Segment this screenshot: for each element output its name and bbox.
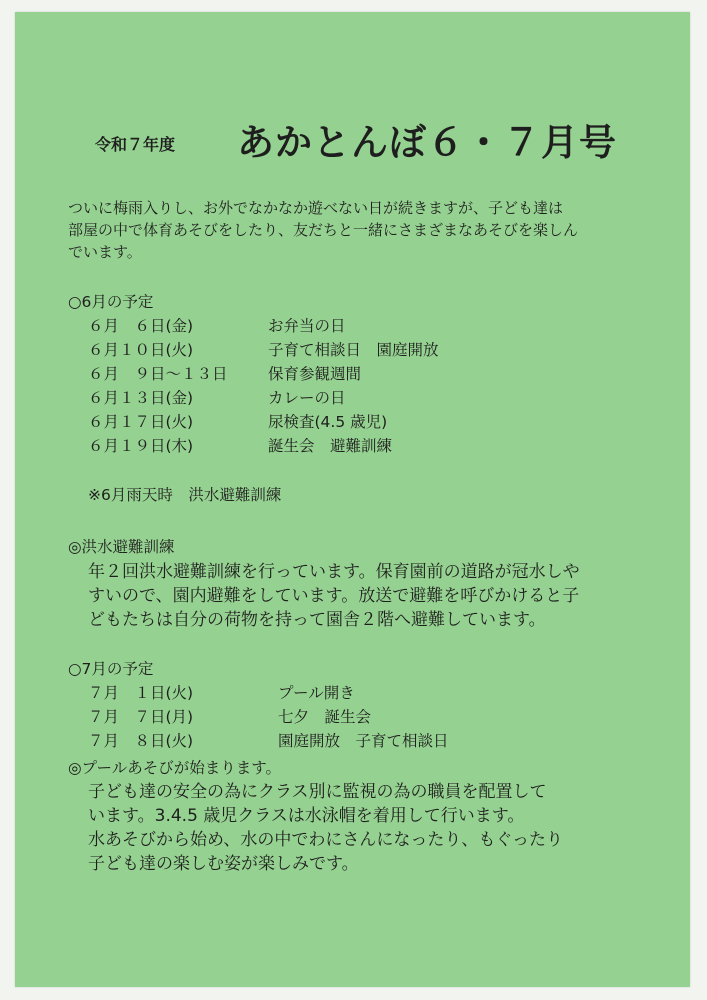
pool-line: います。3.4.5 歳児クラスは水泳帽を着用して行います。 [88, 806, 525, 826]
july-date: ７月 ８日(火) [88, 732, 194, 750]
july-event: 七夕 誕生会 [278, 708, 372, 726]
june-date: ６月１７日(火) [88, 413, 194, 431]
june-date: ６月１９日(木) [88, 437, 194, 455]
flood-drill-heading: ◎洪水避難訓練 [68, 538, 175, 556]
july-date: ７月 １日(火) [88, 684, 194, 702]
july-schedule-heading: ○7月の予定 [68, 660, 154, 678]
newsletter-title: あかとんぼ６・７月号 [237, 121, 617, 164]
pool-line: 子ども達の安全の為にクラス別に監視の為の職員を配置して [88, 782, 547, 802]
intro-paragraph [68, 197, 648, 263]
pool-line: 子ども達の楽しむ姿が楽しみです。 [88, 854, 359, 874]
june-rain-note: ※6月雨天時 洪水避難訓練 [88, 486, 282, 504]
fiscal-year-label: 令和７年度 [95, 135, 176, 154]
july-date: ７月 ７日(月) [88, 708, 194, 726]
june-event: 誕生会 避難訓練 [268, 437, 393, 455]
intro-line: でいます。 [68, 243, 142, 261]
june-date: ６月１０日(火) [88, 341, 194, 359]
flood-line: すいので、園内避難をしています。放送で避難を呼びかけると子 [88, 586, 580, 606]
june-date: ６月１３日(金) [88, 389, 194, 407]
june-event: カレーの日 [268, 389, 346, 407]
intro-line: 部屋の中で体育あそびをしたり、友だちと一緒にさまざまなあそびを楽しん [68, 221, 579, 239]
june-date: ６月 ９日〜１３日 [88, 365, 228, 383]
june-event: 保育参観週間 [268, 365, 362, 383]
july-event: 園庭開放 子育て相談日 [278, 732, 449, 750]
pool-heading: ◎プールあそびが始まります。 [68, 759, 282, 777]
flood-line: 年２回洪水避難訓練を行っています。保育園前の道路が冠水しや [88, 562, 580, 582]
june-event: 子育て相談日 園庭開放 [268, 341, 439, 359]
june-event: 尿検査(4.5 歳児) [268, 413, 388, 431]
june-event: お弁当の日 [268, 317, 346, 335]
flood-line: どもたちは自分の荷物を持って園舎２階へ避難しています。 [88, 610, 546, 630]
june-date: ６月 ６日(金) [88, 317, 194, 335]
intro-line: ついに梅雨入りし、お外でなかなか遊べない日が続きますが、子ども達は [68, 199, 564, 217]
july-event: プール開き [278, 684, 355, 702]
june-schedule-heading: ○6月の予定 [68, 293, 154, 311]
pool-line: 水あそびから始め、水の中でわにさんになったり、もぐったり [88, 830, 563, 850]
